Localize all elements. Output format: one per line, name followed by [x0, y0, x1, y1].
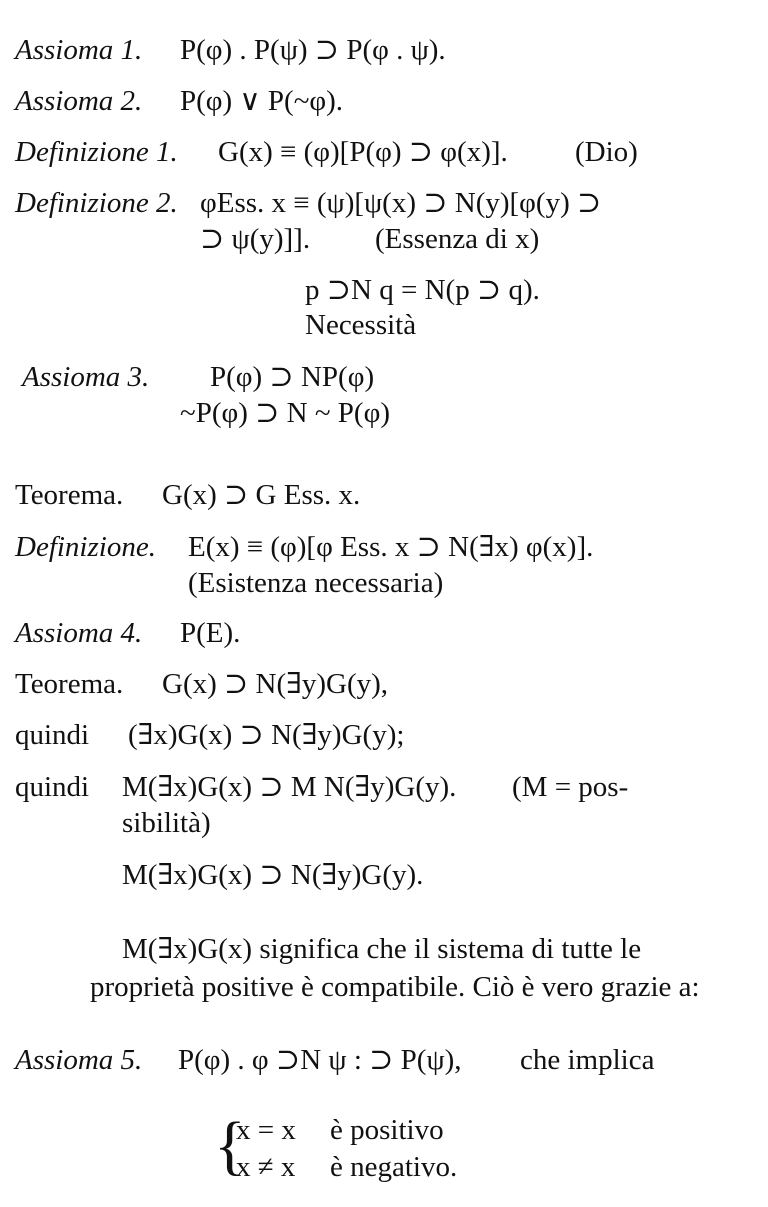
therefore-2-note: (M = pos- [512, 771, 629, 803]
therefore-2-note-cont: sibilità) [122, 807, 211, 839]
definition-3-formula: E(x) ≡ (φ)[φ Ess. x ⊃ N(∃x) φ(x)]. [188, 531, 594, 563]
theorem-2-label: Teorema. [15, 668, 124, 700]
paragraph-line-1: M(∃x)G(x) significa che il sistema di tutte le [122, 933, 642, 965]
case-1-formula: x = x [236, 1114, 296, 1146]
axiom-4-formula: P(E). [180, 617, 241, 649]
compatibility-paragraph [90, 930, 740, 1006]
axiom-4-label: Assioma 4. [15, 617, 143, 649]
axiom-1-formula: P(φ) . P(ψ) ⊃ P(φ . ψ). [180, 34, 446, 66]
paragraph-line-2: proprietà positive è compatibile. Ciò è vero grazie a: [90, 971, 700, 1003]
definition-2-formula-line1: φEss. x ≡ (ψ)[ψ(x) ⊃ N(y)[φ(y) ⊃ [200, 187, 602, 219]
theorem-1-formula: G(x) ⊃ G Ess. x. [162, 479, 361, 511]
axiom-5-note: che implica [520, 1044, 655, 1076]
therefore-1-label: quindi [15, 719, 90, 751]
therefore-3-formula: M(∃x)G(x) ⊃ N(∃y)G(y). [122, 859, 424, 891]
case-2-formula: x ≠ x [236, 1151, 296, 1183]
left-brace: { [214, 1109, 246, 1182]
therefore-2-label: quindi [15, 771, 90, 803]
axiom-2-formula: P(φ) ∨ P(~φ). [180, 85, 344, 117]
necessity-label: Necessità [305, 309, 417, 341]
definition-2-note: (Essenza di x) [375, 223, 540, 255]
axiom-5-formula: P(φ) . φ ⊃N ψ : ⊃ P(ψ), [178, 1044, 462, 1076]
definition-1-label: Definizione 1. [15, 136, 178, 168]
definition-2-label: Definizione 2. [15, 187, 178, 219]
therefore-1-formula: (∃x)G(x) ⊃ N(∃y)G(y); [128, 719, 405, 751]
theorem-2-formula: G(x) ⊃ N(∃y)G(y), [162, 668, 389, 700]
definition-3-label: Definizione. [15, 531, 156, 563]
necessity-formula: p ⊃N q = N(p ⊃ q). [305, 274, 540, 306]
definition-1-note: (Dio) [575, 136, 638, 168]
axiom-2-label: Assioma 2. [15, 85, 143, 117]
axiom-3-formula-line1: P(φ) ⊃ NP(φ) [210, 361, 375, 393]
axiom-3-label: Assioma 3. [22, 361, 150, 393]
axiom-3-formula-line2: ~P(φ) ⊃ N ~ P(φ) [180, 397, 390, 429]
definition-2-formula-line2: ⊃ ψ(y)]]. [200, 223, 311, 255]
therefore-2-formula: M(∃x)G(x) ⊃ M N(∃y)G(y). [122, 771, 457, 803]
axiom-5-label: Assioma 5. [15, 1044, 143, 1076]
axiom-1-label: Assioma 1. [15, 34, 143, 66]
definition-1-formula: G(x) ≡ (φ)[P(φ) ⊃ φ(x)]. [218, 136, 508, 168]
case-1-text: è positivo [330, 1114, 444, 1146]
definition-3-note: (Esistenza necessaria) [188, 567, 444, 599]
case-2-text: è negativo. [330, 1151, 458, 1183]
theorem-1-label: Teorema. [15, 479, 124, 511]
